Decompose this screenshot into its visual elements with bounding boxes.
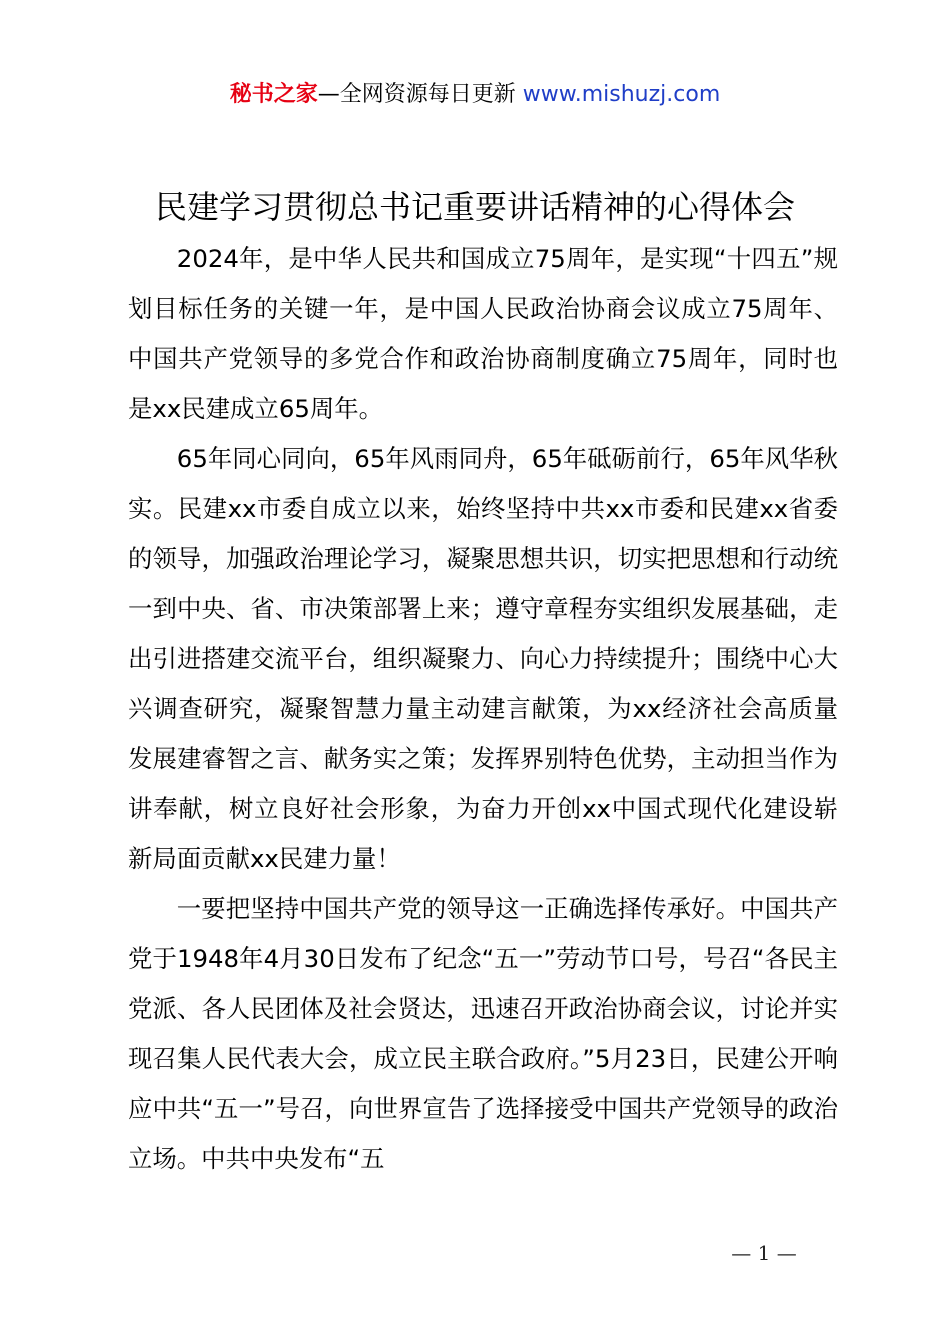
page-number: — 1 — [731,1241,797,1265]
document-title: 民建学习贯彻总书记重要讲话精神的心得体会 [154,188,795,226]
site-brand: 秘书之家 [229,82,318,107]
paragraph: 2024年，是中华人民共和国成立75周年，是实现“十四五”规划目标任务的关键一年，是中国人民政治协商会议成立75周年、中国共产党领导的多党合作和政治协商制度确立75周年，同时也是xx民建成立65周年。 [128,244,838,423]
site-header [0,78,950,112]
paragraph: 65年同心同向，65年风雨同舟，65年砥砺前行，65年风华秋实。民建xx市委自成立以来，始终坚持中共xx市委和民建xx省委的领导，加强政治理论学习，凝聚思想共识，切实把思想和行动统一到中央、省、市决策部署上来；遵守章程夯实组织发展基础，走出引进搭建交流平台，组织凝聚力、向心力持续提升；围绕中心大兴调查研究，凝聚智慧力量主动建言献策，为xx经济社会高质量发展建睿智之言、献务实之策；发挥界别特色优势，主动担当作为讲奉献，树立良好社会形象，为奋力开创xx中国式现代化建设崭新局面贡献xx民建力量！ [128,444,838,873]
paragraph: 一要把坚持中国共产党的领导这一正确选择传承好。中国共产党于1948年4月30日发布了纪念“五一”劳动节口号，号召“各民主党派、各人民团体及社会贤达，迅速召开政治协商会议，讨论并实现召集人民代表大会，成立民主联合政府。”5月23日，民建公开响应中共“五一”号召，向世界宣告了选择接受中国共产党领导的政治立场。中共中央发布“五 [128,894,838,1173]
document-body [128,234,838,1184]
site-tagline: —全网资源每日更新 [317,82,523,107]
site-url-link[interactable]: www.mishuzj.com [522,82,721,107]
